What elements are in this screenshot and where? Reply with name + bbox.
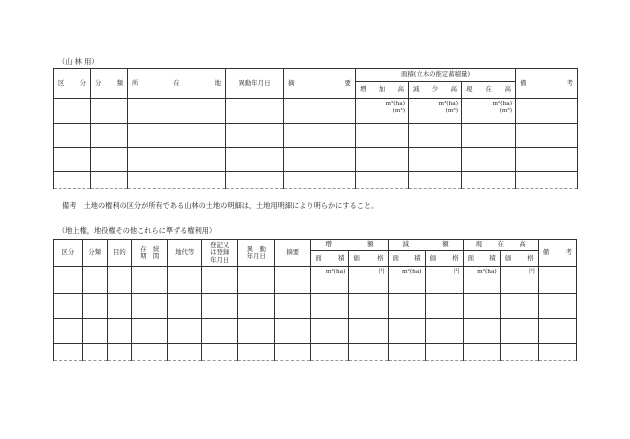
header-current-area: 面 積 bbox=[463, 251, 500, 267]
unit-cell-decrease-yen[interactable]: 円 bbox=[425, 267, 463, 294]
header-biko: 備 考 bbox=[516, 69, 578, 99]
forest-caption: （山 林 用） bbox=[58, 57, 99, 66]
header-kubun: 区分 bbox=[54, 240, 83, 267]
header-bunrui: 分類 bbox=[82, 240, 107, 267]
table-cell[interactable] bbox=[538, 267, 576, 294]
remarks-note: 備考 土地の権利の区分が所有である山林の土地の明細は，土地用明細により明らかにすること。 bbox=[62, 201, 379, 210]
table-row bbox=[54, 124, 578, 148]
superficies-ledger-table bbox=[53, 239, 577, 361]
table-cell[interactable] bbox=[54, 267, 83, 294]
header-decrease: 減 額 bbox=[388, 240, 463, 251]
unit-cell-current[interactable]: m²(ha) (m³) bbox=[462, 99, 516, 124]
unit-cell-current-yen[interactable]: 円 bbox=[500, 267, 538, 294]
header-decrease-area: 面 積 bbox=[388, 251, 425, 267]
header-decrease-price: 価 格 bbox=[425, 251, 463, 267]
unit-cell-decrease[interactable]: m²(ha) (m³) bbox=[409, 99, 462, 124]
table-cell[interactable] bbox=[202, 267, 238, 294]
table-cell[interactable] bbox=[238, 267, 275, 294]
unit-cell-increase-area[interactable]: m²(ha) bbox=[311, 267, 349, 294]
header-current-price: 価 格 bbox=[500, 251, 538, 267]
table-cell[interactable] bbox=[226, 99, 284, 124]
header-area-group: 面積(立木の推定蓄積量) bbox=[356, 69, 516, 82]
table-cell[interactable] bbox=[54, 99, 91, 124]
header-decrease: 減 少 高 bbox=[409, 82, 462, 99]
header-biko: 備 考 bbox=[538, 240, 576, 267]
table-cell[interactable] bbox=[107, 267, 132, 294]
header-increase-area: 面 積 bbox=[311, 251, 349, 267]
table-cell[interactable] bbox=[275, 267, 311, 294]
table-cell[interactable] bbox=[128, 99, 226, 124]
header-increase: 増 額 bbox=[311, 240, 388, 251]
header-current: 現 在 高 bbox=[462, 82, 516, 99]
header-kubun: 区 分 bbox=[54, 69, 91, 99]
header-increase-price: 価 格 bbox=[349, 251, 388, 267]
table-cell[interactable] bbox=[516, 99, 578, 124]
header-tekiyou: 摘 要 bbox=[284, 69, 356, 99]
table-cell[interactable] bbox=[82, 267, 107, 294]
unit-cell-current-area[interactable]: m²(ha) bbox=[463, 267, 500, 294]
header-idou-date: 異 動 年月日 bbox=[238, 240, 275, 267]
table-cell[interactable] bbox=[168, 267, 202, 294]
header-idou-date: 異動年月日 bbox=[226, 69, 284, 99]
header-toki-date: 登記又 は登録 年月日 bbox=[202, 240, 238, 267]
unit-cell-decrease-area[interactable]: m²(ha) bbox=[388, 267, 425, 294]
forest-ledger-table bbox=[53, 68, 578, 189]
header-sonzoku-kikan: 存 続 期 間 bbox=[132, 240, 168, 267]
table-row bbox=[54, 319, 577, 344]
header-increase: 増 加 高 bbox=[356, 82, 409, 99]
table-row bbox=[54, 344, 577, 361]
table-cell[interactable] bbox=[91, 99, 128, 124]
header-bunrui: 分 類 bbox=[91, 69, 128, 99]
table-cell[interactable] bbox=[132, 267, 168, 294]
header-mokuteki: 目的 bbox=[107, 240, 132, 267]
table-row bbox=[54, 148, 578, 172]
table-row bbox=[54, 172, 578, 189]
header-chidai: 地代等 bbox=[168, 240, 202, 267]
header-current: 現 在 高 bbox=[463, 240, 538, 251]
header-tekiyou: 摘要 bbox=[275, 240, 311, 267]
unit-cell-increase[interactable]: m²(ha) (m³) bbox=[356, 99, 409, 124]
header-shozaichi: 所 在 地 bbox=[128, 69, 226, 99]
table-cell[interactable] bbox=[284, 99, 356, 124]
table-row bbox=[54, 294, 577, 319]
unit-cell-increase-yen[interactable]: 円 bbox=[349, 267, 388, 294]
superficies-caption: （地上権，地役権その他これらに準ずる権利用） bbox=[58, 226, 217, 235]
